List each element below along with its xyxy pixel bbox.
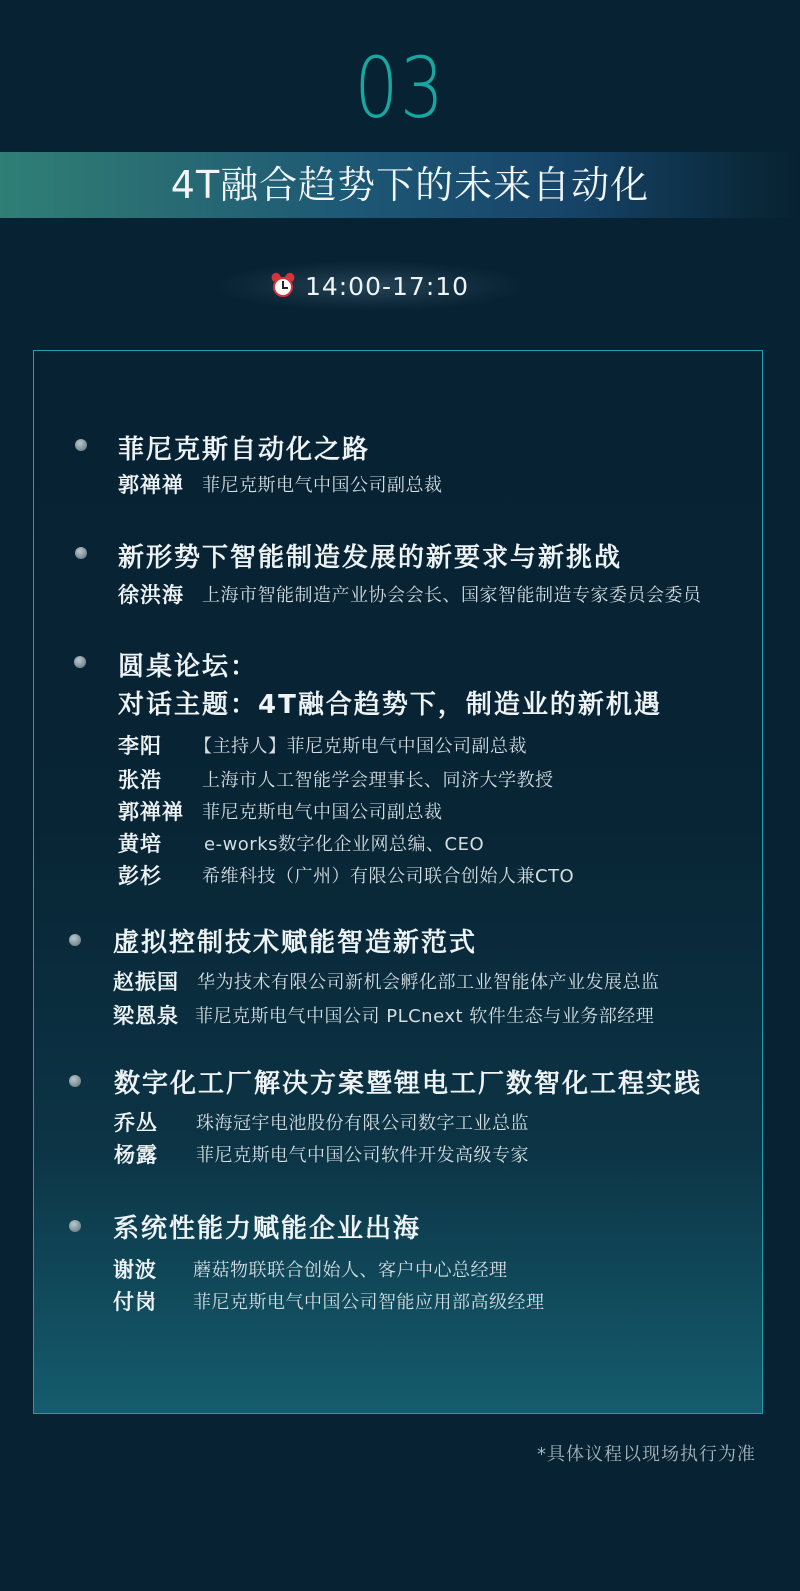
agenda-item-subtitle: 对话主题：4T融合趋势下，制造业的新机遇 [118,690,662,720]
agenda-item-title: 系统性能力赋能企业出海 [113,1214,422,1244]
bullet-dot-icon [69,1075,81,1087]
agenda-item-title: 菲尼克斯自动化之路 [118,435,371,465]
speaker-name: 黄培 [118,832,162,856]
session-title: 4T融合趋势下的未来自动化 [170,163,650,207]
speaker-role: 希维科技（广州）有限公司联合创始人兼CTO [202,866,575,887]
speaker-name: 张浩 [118,768,162,792]
speaker-name: 付岗 [113,1290,157,1314]
speaker-role: 【主持人】菲尼克斯电气中国公司副总裁 [194,736,527,757]
speaker-name: 乔丛 [114,1111,158,1135]
bullet-dot-icon [69,934,81,946]
speaker-role: 菲尼克斯电气中国公司智能应用部高级经理 [193,1292,545,1313]
speaker-name: 李阳 [118,734,162,758]
agenda-item-title: 数字化工厂解决方案暨锂电工厂数智化工程实践 [114,1069,703,1099]
agenda-panel [33,350,763,1414]
speaker-role: 上海市智能制造产业协会会长、国家智能制造专家委员会委员 [202,585,702,606]
speaker-role: 菲尼克斯电气中国公司软件开发高级专家 [196,1145,529,1166]
agenda-item-title: 虚拟控制技术赋能智造新范式 [113,928,478,958]
bullet-dot-icon [69,1220,81,1232]
speaker-role: 菲尼克斯电气中国公司副总裁 [202,475,443,496]
speaker-name: 谢波 [113,1258,157,1282]
speaker-name: 彭杉 [118,864,162,888]
section-number: 03 [354,39,446,137]
speaker-role: 华为技术有限公司新机会孵化部工业智能体产业发展总监 [197,972,660,993]
bullet-dot-icon [74,656,86,668]
speaker-name: 梁恩泉 [113,1004,179,1028]
agenda-item-title: 新形势下智能制造发展的新要求与新挑战 [118,543,623,573]
speaker-name: 杨露 [114,1143,158,1167]
speaker-role: e-works数字化企业网总编、CEO [204,834,485,855]
time-badge [220,262,520,310]
alarm-clock-icon [271,273,297,299]
speaker-role: 菲尼克斯电气中国公司 PLCnext 软件生态与业务部经理 [195,1006,655,1027]
speaker-role: 菲尼克斯电气中国公司副总裁 [202,802,443,823]
speaker-name: 徐洪海 [118,583,184,607]
footnote: *具体议程以现场执行为准 [537,1444,756,1465]
speaker-name: 郭禅禅 [118,473,184,497]
bullet-dot-icon [75,439,87,451]
speaker-role: 珠海冠宇电池股份有限公司数字工业总监 [196,1113,529,1134]
bullet-dot-icon [75,547,87,559]
session-time: 14:00-17:10 [304,271,470,301]
speaker-name: 郭禅禅 [118,800,184,824]
speaker-role: 蘑菇物联联合创始人、客户中心总经理 [193,1260,508,1281]
speaker-role: 上海市人工智能学会理事长、同济大学教授 [202,770,554,791]
speaker-name: 赵振国 [113,970,179,994]
agenda-item-title: 圆桌论坛： [118,652,259,682]
